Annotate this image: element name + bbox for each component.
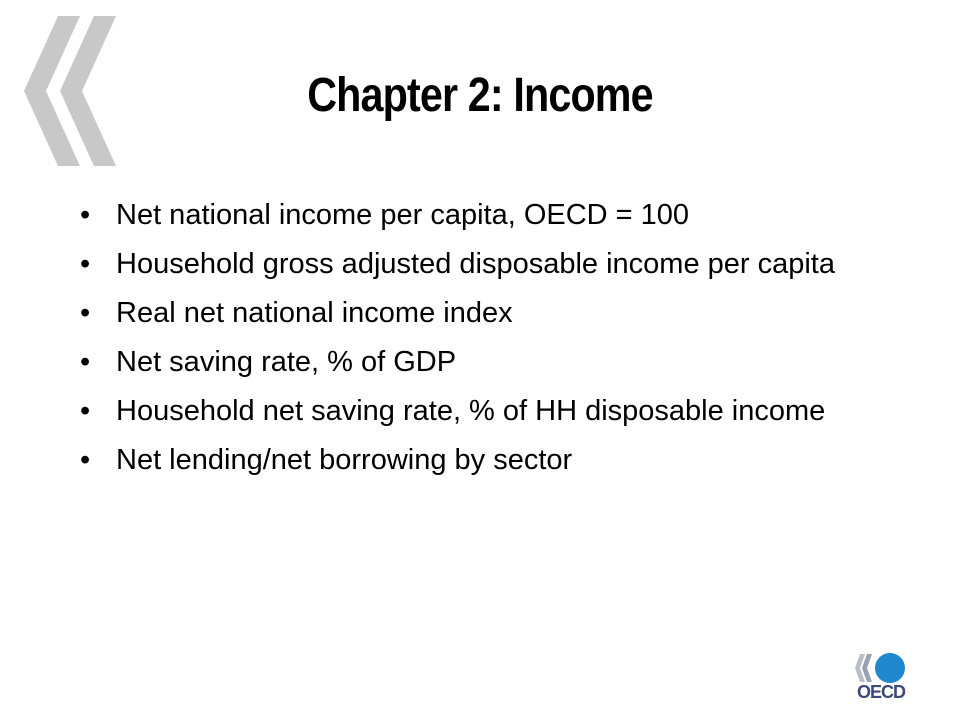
bullet-text: Household net saving rate, % of HH disposable income: [116, 395, 826, 427]
bullet-text: Real net national income index: [116, 297, 513, 329]
bullet-text: Net national income per capita, OECD = 100: [116, 199, 690, 231]
bullet-text: Household gross adjusted disposable income per capita: [116, 248, 835, 280]
bullet-icon: •: [80, 346, 91, 378]
bullet-icon: •: [80, 248, 91, 280]
bullet-text: Net saving rate, % of GDP: [116, 346, 457, 378]
bullet-icon: •: [80, 297, 91, 329]
bullet-item: [80, 294, 900, 333]
slide-title: Chapter 2: Income: [307, 69, 653, 122]
bullet-item: [80, 441, 900, 480]
bullet-text: Net lending/net borrowing by sector: [116, 444, 573, 476]
bullet-item: [80, 343, 900, 382]
bullet-item: [80, 392, 900, 431]
oecd-logo-icon: [846, 650, 916, 686]
logo-text: OECD: [856, 682, 905, 702]
bullet-list: [80, 196, 900, 490]
bullet-icon: •: [80, 199, 91, 231]
bullet-item: [80, 245, 900, 284]
oecd-logo: [846, 650, 916, 706]
bullet-icon: •: [80, 444, 91, 476]
bullet-icon: •: [80, 395, 91, 427]
bullet-item: [80, 196, 900, 235]
